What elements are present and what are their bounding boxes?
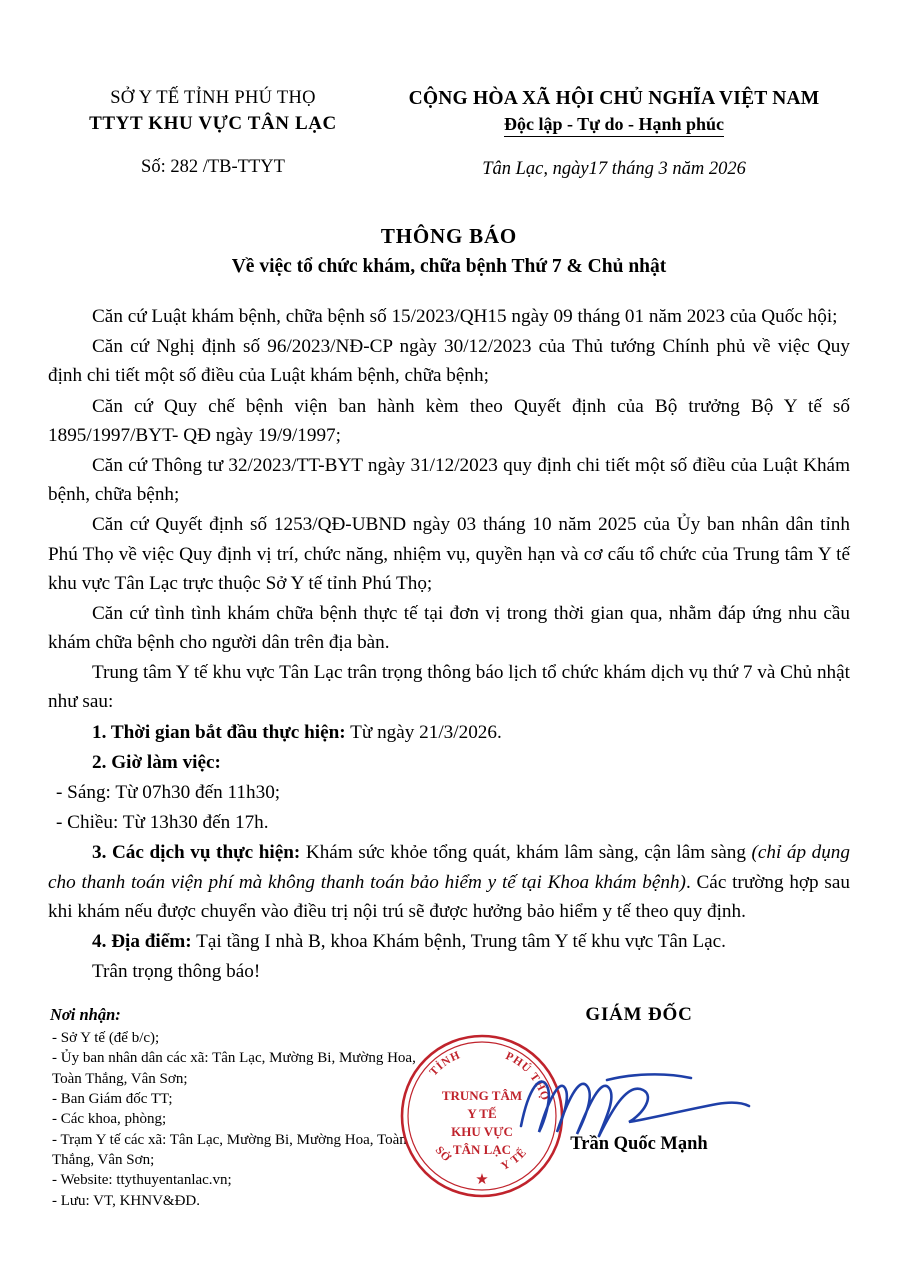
section-2 (48, 748, 850, 777)
paragraph-rationale: Căn cứ tình tình khám chữa bệnh thực tế tại đơn vị trong thời gian qua, nhằm đáp ứng nhu cầu khám chữa bệnh cho người dân trên địa bàn. (48, 602, 850, 654)
header-left-block (48, 78, 378, 178)
recipient-item: - Sở Y tế (để b/c); (52, 1029, 160, 1046)
section-3-text-1: Khám sức khỏe tổng quát, khám lâm sàng, cận lâm sàng (300, 842, 752, 864)
section-4 (48, 927, 850, 956)
recipient-item: - Lưu: VT, KHNV&ĐD. (52, 1192, 200, 1209)
svg-text:PHÚ THỌ: PHÚ THỌ (503, 1050, 552, 1104)
paragraph-legal-basis-2: Căn cứ Nghị định số 96/2023/NĐ-CP ngày 30/12/2023 của Thủ tướng Chính phủ về việc Quy định chi tiết một số điều của Luật khám bệnh, chữa bệnh; (48, 336, 850, 387)
place-and-date: Tân Lạc, ngày17 tháng 3 năm 2026 (482, 159, 746, 179)
header-right-block (378, 78, 850, 180)
section-2-afternoon: - Chiều: Từ 13h30 đến 17h. (56, 812, 269, 834)
paragraph-announcement-intro: Trung tâm Y tế khu vực Tân Lạc trân trọng thông báo lịch tổ chức khám dịch vụ thứ 7 và Chủ nhật như sau: (48, 662, 850, 713)
section-3 (48, 838, 850, 926)
page-title: THÔNG BÁO (380, 224, 518, 248)
recipient-item: - Các khoa, phòng; (52, 1111, 167, 1128)
section-2-morning: - Sáng: Từ 07h30 đến 11h30; (56, 782, 281, 803)
section-3-label: 3. Các dịch vụ thực hiện: (92, 842, 301, 864)
section-4-label: 4. Địa điểm: (92, 930, 192, 952)
svg-text:TÂN LẠC: TÂN LẠC (452, 1142, 512, 1158)
recipient-item: - Website: ttythuyentanlac.vn; (52, 1172, 232, 1189)
recipient-item: - Ban Giám đốc TT; (52, 1090, 173, 1107)
national-motto: Độc lập - Tự do - Hạnh phúc (504, 114, 724, 137)
paragraph-legal-basis-4: Căn cứ Thông tư 32/2023/TT-BYT ngày 31/12/2023 quy định chi tiết một số điều của Luật Khám bệnh, chữa bệnh; (48, 454, 850, 506)
section-4-text: Tại tầng I nhà B, khoa Khám bệnh, Trung tâm Y tế khu vực Tân Lạc. (191, 930, 726, 952)
recipients-title: Nơi nhận: (50, 1005, 121, 1025)
recipient-item: - Trạm Y tế các xã: Tân Lạc, Mường Bi, Mường Hoa, Toàn Thắng, Vân Sơn; (52, 1131, 407, 1169)
signer-name: Trần Quốc Mạnh (570, 1134, 708, 1155)
document-header (48, 78, 850, 180)
document-footer (48, 1004, 850, 1211)
recipients-block (48, 1004, 428, 1211)
section-2-label: 2. Giờ làm việc: (92, 751, 221, 773)
section-3-text-2: . Các trường hợp sau khi khám nếu được chuyển vào điều trị nội trú sẽ được hưởng bảo hiểm y tế theo quy định. (48, 871, 850, 922)
section-1 (48, 718, 850, 747)
document-number: Số: 282 /TB-TTYT (141, 157, 285, 177)
closing-line: Trân trọng thông báo! (92, 961, 261, 983)
svg-text:★: ★ (475, 1172, 489, 1189)
official-seal-stamp (398, 1032, 566, 1200)
svg-text:Y TẾ: Y TẾ (467, 1106, 497, 1122)
svg-text:KHU VỰC: KHU VỰC (451, 1124, 513, 1140)
paragraph-legal-basis-1: Căn cứ Luật khám bệnh, chữa bệnh số 15/2023/QH15 ngày 09 tháng 01 năm 2023 của Quốc hội; (92, 306, 838, 327)
page-subtitle: Về việc tổ chức khám, chữa bệnh Thứ 7 & Chủ nhật (231, 256, 667, 277)
svg-text:Y TẾ: Y TẾ (499, 1146, 530, 1174)
paragraph-legal-basis-3: Căn cứ Quy chế bệnh viện ban hành kèm theo Quyết định của Bộ trưởng Bộ Y tế số 1895/1997/BYT- QĐ ngày 19/9/1997; (48, 395, 850, 446)
svg-text:SỞ: SỞ (432, 1144, 454, 1166)
svg-text:TỈNH: TỈNH (427, 1049, 463, 1079)
issuing-unit: TTYT KHU VỰC TÂN LẠC (89, 113, 337, 134)
document-body (48, 302, 850, 986)
document-title-block (48, 224, 850, 278)
signer-title: GIÁM ĐỐC (585, 1004, 693, 1026)
paragraph-legal-basis-5: Căn cứ Quyết định số 1253/QĐ-UBND ngày 03 tháng 10 năm 2025 của Ủy ban nhân dân tỉnh Phú Thọ về việc Quy định vị trí, chức năng, nhiệm vụ, quyền hạn và cơ cấu tổ chức của Trung tâm Y tế khu vực Tân Lạc trực thuộc Sở Y tế tỉnh Phú Thọ; (48, 514, 850, 594)
recipient-item: - Ủy ban nhân dân các xã: Tân Lạc, Mường Bi, Mường Hoa, Toàn Thắng, Vân Sơn; (52, 1050, 416, 1087)
section-3-note: (chỉ áp dụng cho thanh toán viện phí mà không thanh toán bảo hiểm y tế tại Khoa khám bệnh) (48, 842, 850, 893)
issuing-authority: SỞ Y TẾ TỈNH PHÚ THỌ (110, 88, 316, 108)
national-name: CỘNG HÒA XÃ HỘI CHỦ NGHĨA VIỆT NAM (408, 88, 820, 109)
svg-text:TRUNG TÂM: TRUNG TÂM (441, 1088, 523, 1104)
section-1-label: 1. Thời gian bắt đầu thực hiện: (92, 721, 346, 743)
section-1-text: Từ ngày 21/3/2026. (345, 721, 502, 743)
